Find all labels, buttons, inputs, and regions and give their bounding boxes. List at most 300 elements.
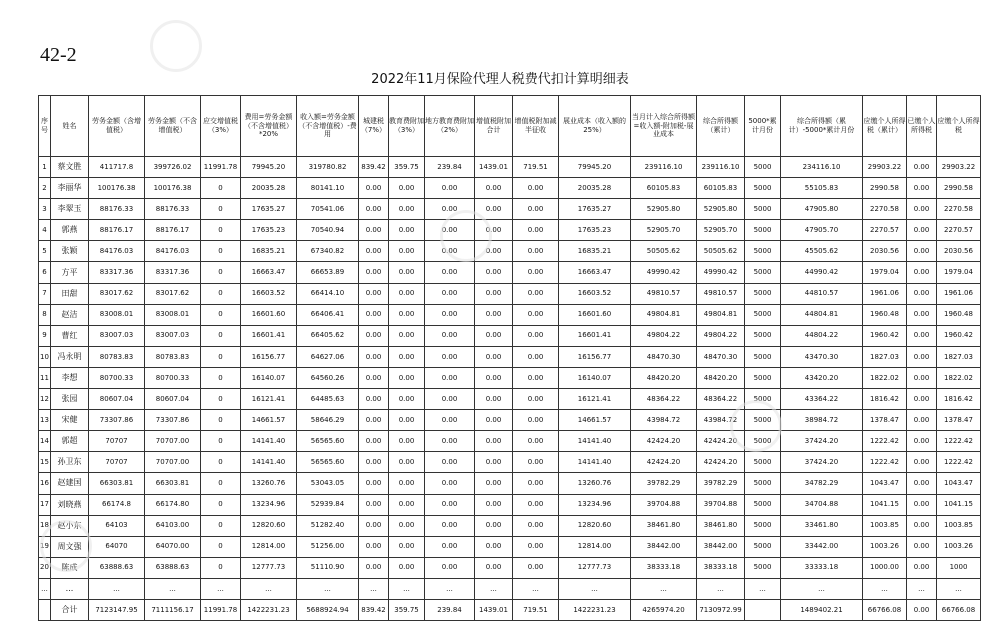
table-cell: 64103.00 [145, 515, 201, 536]
table-cell: 0.00 [425, 452, 475, 473]
table-cell: 48420.20 [697, 367, 745, 388]
table-cell: 1003.26 [937, 536, 981, 557]
table-cell: 17635.27 [241, 199, 297, 220]
table-cell: 1222.42 [937, 452, 981, 473]
table-cell: 1827.03 [937, 346, 981, 367]
table-cell: 4 [39, 220, 51, 241]
table-cell: 0.00 [425, 199, 475, 220]
table-row [39, 241, 981, 262]
table-cell: 0.00 [389, 389, 425, 410]
table-row [39, 473, 981, 494]
table-cell: 0.00 [907, 599, 937, 620]
table-cell: 66406.41 [297, 304, 359, 325]
column-header: 综合所得额（累计） [697, 96, 745, 157]
table-cell: 66174.80 [145, 494, 201, 515]
table-cell: 0 [201, 199, 241, 220]
table-cell: 66766.08 [863, 599, 907, 620]
table-row [39, 304, 981, 325]
table-cell: 12777.73 [241, 557, 297, 578]
table-cell: 8 [39, 304, 51, 325]
table-cell: 5000 [745, 536, 781, 557]
table-cell: 0.00 [475, 431, 513, 452]
table-cell: 0.00 [389, 473, 425, 494]
table-row [39, 494, 981, 515]
name-cell: 李丽华 [51, 178, 89, 199]
table-cell: 0.00 [475, 389, 513, 410]
table-cell: 0.00 [475, 473, 513, 494]
table-row [39, 410, 981, 431]
table-cell: 1439.01 [475, 157, 513, 178]
table-cell: 66414.10 [297, 283, 359, 304]
table-cell: 88176.33 [145, 199, 201, 220]
table-cell: 51256.00 [297, 536, 359, 557]
table-cell: 0.00 [907, 452, 937, 473]
table-cell: 2270.57 [863, 220, 907, 241]
table-cell: 64070.00 [145, 536, 201, 557]
table-cell: 70540.94 [297, 220, 359, 241]
table-cell: 16603.52 [241, 283, 297, 304]
table-cell: 43984.72 [631, 410, 697, 431]
table-row [39, 325, 981, 346]
table-cell: 234116.10 [781, 157, 863, 178]
table-cell: 0.00 [425, 494, 475, 515]
table-cell: 1822.02 [863, 367, 907, 388]
table-row [39, 157, 981, 178]
table-cell: 64070 [89, 536, 145, 557]
table-cell: 0.00 [513, 262, 559, 283]
column-header: 序号 [39, 96, 51, 157]
table-row [39, 178, 981, 199]
table-cell: 49804.22 [697, 325, 745, 346]
table-cell: 5000 [745, 325, 781, 346]
table-row [39, 431, 981, 452]
table-cell: 5000 [745, 515, 781, 536]
column-header: 展业成本（收入额的25%） [559, 96, 631, 157]
name-cell: 合计 [51, 599, 89, 620]
table-cell: 39704.88 [631, 494, 697, 515]
table-cell: 17635.27 [559, 199, 631, 220]
table-cell: 1816.42 [863, 389, 907, 410]
tax-table [38, 95, 981, 621]
table-cell: 1 [39, 157, 51, 178]
table-cell: 16140.07 [559, 367, 631, 388]
table-cell: 0.00 [907, 367, 937, 388]
table-cell: 0.00 [907, 515, 937, 536]
table-cell: 11991.78 [201, 157, 241, 178]
table-cell: 4265974.20 [631, 599, 697, 620]
table-cell: 1961.06 [937, 283, 981, 304]
table-cell: 1960.48 [863, 304, 907, 325]
table-cell: ... [937, 578, 981, 599]
table-cell: 0 [201, 515, 241, 536]
table-cell: 48420.20 [631, 367, 697, 388]
table-cell: 0.00 [359, 557, 389, 578]
table-cell: 12814.00 [559, 536, 631, 557]
table-cell: 0.00 [475, 241, 513, 262]
table-cell: 64560.26 [297, 367, 359, 388]
table-cell: 0.00 [389, 241, 425, 262]
table-cell: 839.42 [359, 157, 389, 178]
table-cell: 20 [39, 557, 51, 578]
name-cell: 曹红 [51, 325, 89, 346]
table-cell: 1041.15 [937, 494, 981, 515]
table-cell: 7 [39, 283, 51, 304]
table-cell: 66405.62 [297, 325, 359, 346]
table-cell: 33333.18 [781, 557, 863, 578]
table-cell: 0.00 [389, 346, 425, 367]
column-header: 增值税附加减半征收 [513, 96, 559, 157]
table-cell: 0.00 [513, 220, 559, 241]
table-cell: 0.00 [475, 410, 513, 431]
table-row [39, 389, 981, 410]
table-cell: 37424.20 [781, 431, 863, 452]
table-cell: 0.00 [359, 515, 389, 536]
table-cell: 16156.77 [559, 346, 631, 367]
table-cell: 0.00 [359, 178, 389, 199]
table-cell: 6 [39, 262, 51, 283]
watermark-logo [150, 20, 202, 72]
table-cell: 70707.00 [145, 431, 201, 452]
table-cell: 1827.03 [863, 346, 907, 367]
table-cell: 1960.42 [863, 325, 907, 346]
table-cell: 1043.47 [937, 473, 981, 494]
table-cell: 13234.96 [559, 494, 631, 515]
table-cell: 0.00 [513, 241, 559, 262]
table-cell: 0.00 [389, 515, 425, 536]
table-cell: 88176.33 [89, 199, 145, 220]
table-cell: 0.00 [475, 346, 513, 367]
table-cell: 0.00 [359, 431, 389, 452]
table-cell: 0.00 [359, 262, 389, 283]
table-cell: 38442.00 [631, 536, 697, 557]
table-cell: 0.00 [513, 199, 559, 220]
table-cell: 0 [201, 452, 241, 473]
name-cell: 赵建国 [51, 473, 89, 494]
table-cell: 79945.20 [559, 157, 631, 178]
table-cell: 0.00 [907, 346, 937, 367]
table-cell: 33461.80 [781, 515, 863, 536]
table-cell: 44810.57 [781, 283, 863, 304]
table-cell: 399726.02 [145, 157, 201, 178]
table-cell: 1422231.23 [241, 599, 297, 620]
table-cell: 0.00 [389, 178, 425, 199]
table-cell: 64627.06 [297, 346, 359, 367]
name-cell: 张颖 [51, 241, 89, 262]
table-cell: 0.00 [389, 557, 425, 578]
table-cell: 42424.20 [631, 452, 697, 473]
table-cell: 0.00 [513, 515, 559, 536]
table-cell: 0 [201, 473, 241, 494]
table-row [39, 536, 981, 557]
table-cell: 0.00 [513, 536, 559, 557]
table-row [39, 262, 981, 283]
column-header: 费用=劳务金额（不含增值税）*20% [241, 96, 297, 157]
table-row [39, 515, 981, 536]
table-cell: ... [781, 578, 863, 599]
column-header: 应交增值税（3%） [201, 96, 241, 157]
table-cell: 0.00 [513, 346, 559, 367]
table-cell: 0.00 [359, 389, 389, 410]
table-cell: 0.00 [425, 283, 475, 304]
table-cell: 64103 [89, 515, 145, 536]
table-cell: 0.00 [359, 346, 389, 367]
table-cell: 14141.40 [559, 452, 631, 473]
table-cell: 0.00 [389, 452, 425, 473]
table-cell: 719.51 [513, 599, 559, 620]
table-cell: 48470.30 [631, 346, 697, 367]
table-cell: 39704.88 [697, 494, 745, 515]
table-cell: 47905.80 [781, 199, 863, 220]
table-cell: 45505.62 [781, 241, 863, 262]
table-cell: 13260.76 [241, 473, 297, 494]
table-cell: 0.00 [907, 199, 937, 220]
table-cell: 0.00 [907, 304, 937, 325]
table-cell: 2030.56 [937, 241, 981, 262]
table-cell: 0.00 [513, 283, 559, 304]
table-cell: 0.00 [359, 241, 389, 262]
table-cell: 51282.40 [297, 515, 359, 536]
table-cell: 73307.86 [89, 410, 145, 431]
table-cell: 11 [39, 367, 51, 388]
table-cell: 1222.42 [863, 431, 907, 452]
table-cell: 16121.41 [241, 389, 297, 410]
table-cell: 0 [201, 220, 241, 241]
table-cell: 0.00 [389, 220, 425, 241]
table-cell: 17 [39, 494, 51, 515]
column-header: 5000*累计月份 [745, 96, 781, 157]
table-cell: ... [475, 578, 513, 599]
table-cell: 5000 [745, 178, 781, 199]
name-cell: 冯永明 [51, 346, 89, 367]
table-cell: 0.00 [359, 410, 389, 431]
table-cell: 52905.80 [631, 199, 697, 220]
table-cell: 16835.21 [241, 241, 297, 262]
table-cell: 12820.60 [241, 515, 297, 536]
table-cell: ... [631, 578, 697, 599]
table-cell: 37424.20 [781, 452, 863, 473]
table-cell: 5 [39, 241, 51, 262]
table-cell: 13234.96 [241, 494, 297, 515]
table-cell: 5000 [745, 262, 781, 283]
table-cell: 5000 [745, 157, 781, 178]
table-cell: 3 [39, 199, 51, 220]
table-cell: 66303.81 [89, 473, 145, 494]
table-cell: 0.00 [389, 304, 425, 325]
table-cell: ... [425, 578, 475, 599]
table-cell: 0.00 [425, 515, 475, 536]
table-cell: 0.00 [475, 557, 513, 578]
table-cell: 80607.04 [145, 389, 201, 410]
table-cell: 0.00 [389, 199, 425, 220]
table-cell: 53043.05 [297, 473, 359, 494]
table-cell: 60105.83 [697, 178, 745, 199]
table-cell: 13 [39, 410, 51, 431]
table-cell: 66303.81 [145, 473, 201, 494]
table-row [39, 346, 981, 367]
table-cell: 0.00 [475, 367, 513, 388]
table-cell: 70707 [89, 431, 145, 452]
table-cell: 0.00 [425, 557, 475, 578]
table-cell: 319780.82 [297, 157, 359, 178]
table-cell: 0 [201, 410, 241, 431]
table-cell: 29903.22 [863, 157, 907, 178]
table-cell: 16835.21 [559, 241, 631, 262]
table-cell: 5688924.94 [297, 599, 359, 620]
table-cell: 38461.80 [631, 515, 697, 536]
table-cell: 39782.29 [631, 473, 697, 494]
table-row [39, 220, 981, 241]
table-cell: 18 [39, 515, 51, 536]
table-cell: 0.00 [425, 325, 475, 346]
table-cell: 0.00 [425, 241, 475, 262]
table-cell: 44990.42 [781, 262, 863, 283]
table-cell: 0.00 [907, 241, 937, 262]
table-cell: 38333.18 [631, 557, 697, 578]
table-cell: 0.00 [425, 346, 475, 367]
table-cell: 5000 [745, 241, 781, 262]
table-cell: 70707.00 [145, 452, 201, 473]
table-cell: 0.00 [513, 431, 559, 452]
table-cell: 0.00 [425, 473, 475, 494]
table-row [39, 367, 981, 388]
table-cell: ... [89, 578, 145, 599]
table-cell: ... [201, 578, 241, 599]
table-cell: 0.00 [359, 220, 389, 241]
table-cell: 1822.02 [937, 367, 981, 388]
table-cell: 0.00 [907, 262, 937, 283]
table-cell: 0 [201, 367, 241, 388]
table-cell: 5000 [745, 304, 781, 325]
table-cell: 70541.06 [297, 199, 359, 220]
table-cell: 14141.40 [559, 431, 631, 452]
table-cell: 84176.03 [89, 241, 145, 262]
column-header: 地方教育费附加（2%） [425, 96, 475, 157]
table-cell: 43420.20 [781, 367, 863, 388]
table-cell: 80783.83 [89, 346, 145, 367]
table-cell: 64485.63 [297, 389, 359, 410]
table-cell: 14 [39, 431, 51, 452]
table-cell: 11991.78 [201, 599, 241, 620]
table-cell: 83317.36 [89, 262, 145, 283]
name-cell: 赵洁 [51, 304, 89, 325]
table-cell: 67340.82 [297, 241, 359, 262]
table-cell: 49990.42 [697, 262, 745, 283]
name-cell: 李翠玉 [51, 199, 89, 220]
table-cell: 0.00 [425, 367, 475, 388]
table-cell: 0.00 [475, 536, 513, 557]
table-cell: 88176.17 [145, 220, 201, 241]
table-cell: 239.84 [425, 157, 475, 178]
table-cell: 5000 [745, 199, 781, 220]
table-cell: 2 [39, 178, 51, 199]
table-cell: ... [559, 578, 631, 599]
table-cell: 83017.62 [145, 283, 201, 304]
table-cell: 14141.40 [241, 452, 297, 473]
table-cell: 49804.22 [631, 325, 697, 346]
name-cell: 孙卫东 [51, 452, 89, 473]
table-cell [745, 599, 781, 620]
table-cell: 0.00 [359, 473, 389, 494]
table-cell: 42424.20 [697, 452, 745, 473]
table-cell: 16 [39, 473, 51, 494]
table-cell: 52905.80 [697, 199, 745, 220]
table-cell: 0.00 [359, 304, 389, 325]
table-cell: 0.00 [425, 220, 475, 241]
table-header-row [39, 96, 981, 157]
table-cell: 0.00 [475, 452, 513, 473]
table-cell: 0.00 [359, 283, 389, 304]
table-cell: 52939.84 [297, 494, 359, 515]
table-title: 2022年11月保险代理人税费代扣计算明细表 [371, 72, 629, 87]
table-row [39, 578, 981, 599]
name-cell: ... [51, 578, 89, 599]
table-cell: 56565.60 [297, 452, 359, 473]
table-cell: 7111156.17 [145, 599, 201, 620]
table-cell: 0.00 [389, 410, 425, 431]
table-cell: 39782.29 [697, 473, 745, 494]
table-row [39, 199, 981, 220]
table-cell: 70707 [89, 452, 145, 473]
name-cell: 张园 [51, 389, 89, 410]
name-cell: 刘晓燕 [51, 494, 89, 515]
table-cell: 14661.57 [559, 410, 631, 431]
table-cell: 2990.58 [937, 178, 981, 199]
table-cell: 359.75 [389, 157, 425, 178]
table-cell: 0.00 [513, 367, 559, 388]
table-cell: 0.00 [425, 389, 475, 410]
table-cell: 5000 [745, 346, 781, 367]
table-cell: 43984.72 [697, 410, 745, 431]
table-cell: 0.00 [425, 304, 475, 325]
table-cell: 1378.47 [863, 410, 907, 431]
table-cell: 63888.63 [145, 557, 201, 578]
table-cell: 0.00 [475, 178, 513, 199]
name-cell: 李想 [51, 367, 89, 388]
column-header: 教育费附加（3%） [389, 96, 425, 157]
table-cell: 16663.47 [241, 262, 297, 283]
table-cell: 17635.23 [241, 220, 297, 241]
table-cell: 0.00 [907, 220, 937, 241]
table-cell: ... [907, 578, 937, 599]
table-cell: 88176.17 [89, 220, 145, 241]
table-cell: 16121.41 [559, 389, 631, 410]
table-cell: 19 [39, 536, 51, 557]
table-cell: 1422231.23 [559, 599, 631, 620]
table-cell: 52905.70 [631, 220, 697, 241]
table-cell: ... [241, 578, 297, 599]
table-cell: 0.00 [389, 262, 425, 283]
table-cell: 12814.00 [241, 536, 297, 557]
table-cell: 1003.26 [863, 536, 907, 557]
table-cell: 0.00 [907, 431, 937, 452]
table-cell: 0 [201, 304, 241, 325]
table-cell: 2270.58 [863, 199, 907, 220]
table-cell: 1960.48 [937, 304, 981, 325]
table-cell: 56565.60 [297, 431, 359, 452]
table-cell: 0.00 [425, 262, 475, 283]
table-cell: 0.00 [475, 262, 513, 283]
column-header: 增值税附加合计 [475, 96, 513, 157]
table-cell: 0.00 [389, 283, 425, 304]
table-cell: 239.84 [425, 599, 475, 620]
table-cell: 42424.20 [631, 431, 697, 452]
table-body [39, 157, 981, 621]
table-cell: 83317.36 [145, 262, 201, 283]
table-cell: 0 [201, 241, 241, 262]
table-cell: 0 [201, 536, 241, 557]
table-cell: 1961.06 [863, 283, 907, 304]
table-cell: 2270.58 [937, 199, 981, 220]
